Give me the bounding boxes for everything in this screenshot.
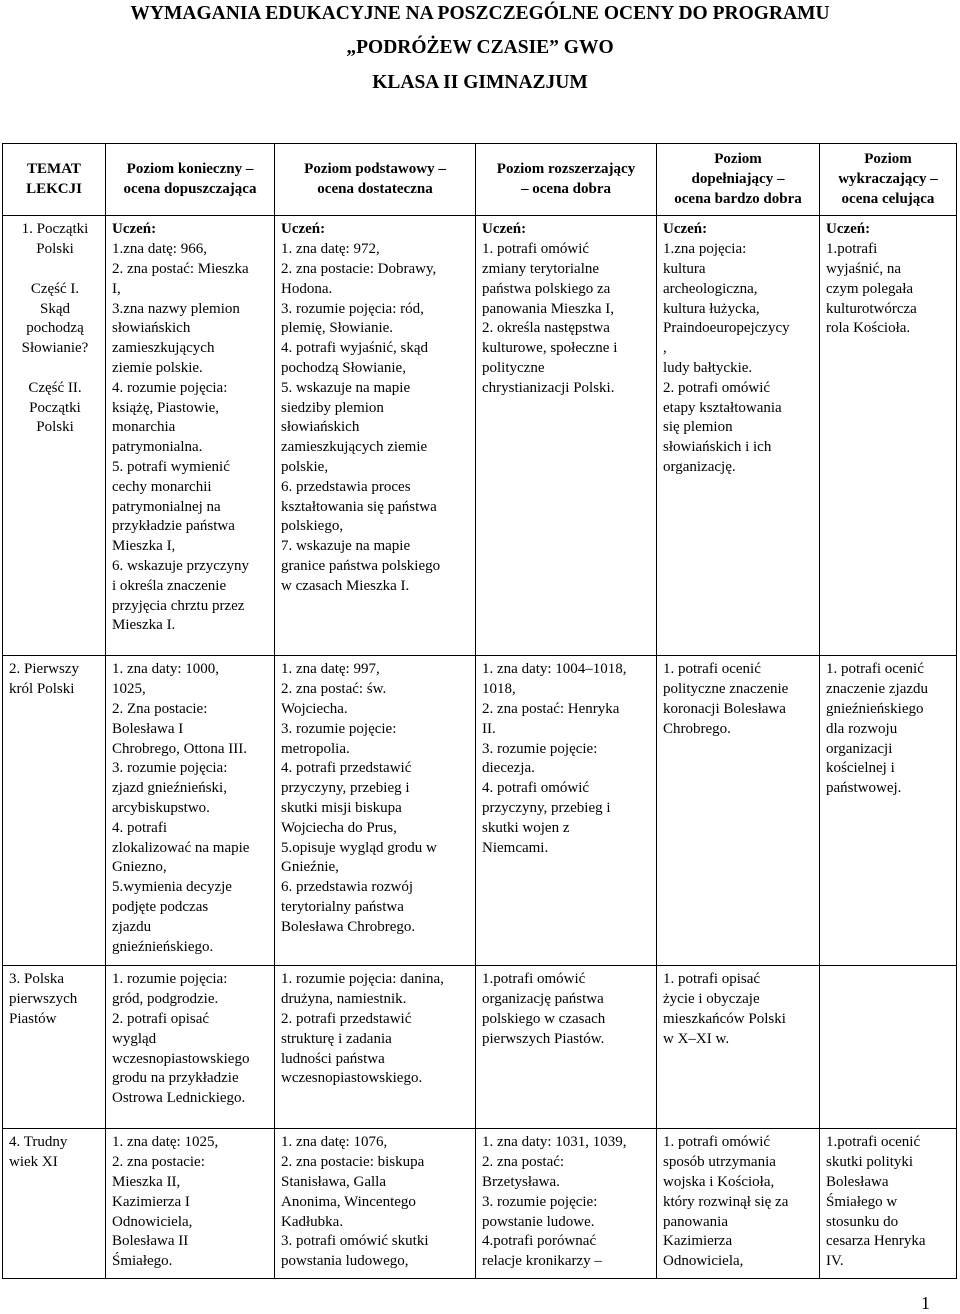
cell-text: granice państwa polskiego: [281, 557, 441, 574]
cell-text: pierwszych Piastów.: [482, 1030, 605, 1047]
cell-text: w czasach Mieszka I.: [281, 577, 410, 594]
cell-text: Piastów: [9, 1010, 57, 1027]
cell-text: Uczeń:: [826, 221, 871, 238]
cell-text: panowania Mieszka I,: [482, 300, 615, 317]
cell-text: Kazimierza I: [112, 1193, 190, 1210]
cell-text: skutki polityki: [826, 1154, 914, 1171]
cell-text: podjęte podczas: [112, 898, 209, 915]
cell-text: Uczeń:: [112, 221, 157, 238]
cell-text: 2. zna postacie:: [112, 1154, 205, 1171]
cell-text: Gniezno,: [112, 859, 167, 876]
cell-text: Anonima, Wincentego: [281, 1193, 416, 1210]
cell-text: 5.wymienia decyzje: [112, 879, 232, 896]
cell-text: sposób utrzymania: [663, 1154, 776, 1171]
topic-cell: [3, 1129, 106, 1279]
cell-text: książę, Piastowie,: [112, 399, 220, 416]
cell-text: 1. zna daty: 1000,: [112, 661, 220, 678]
cell-text: Część II.: [28, 379, 82, 396]
cell-text: Bolesława II: [112, 1233, 189, 1250]
cell-text: relacje kronikarzy –: [482, 1253, 602, 1270]
cell-text: polskiego,: [281, 518, 344, 535]
cell-text: siedziby plemion: [281, 399, 384, 416]
cell-text: Hodona.: [281, 280, 333, 297]
requirement-cell: [106, 656, 275, 966]
header-text: Poziom: [864, 151, 912, 167]
cell-text: koronacji Bolesława: [663, 700, 786, 717]
cell-text: 3. rozumie pojęcie:: [482, 740, 598, 757]
cell-text: patrymonialnej na: [112, 498, 221, 515]
cell-text: grodu na przykładzie: [112, 1070, 239, 1087]
cell-text: wczesnopiastowskiego: [112, 1050, 250, 1067]
cell-text: powstanie ludowe.: [482, 1213, 595, 1230]
cell-text: 4. rozumie pojęcia:: [112, 379, 228, 396]
cell-text: zmiany terytorialne: [482, 260, 600, 277]
cell-text: pochodzą Słowianie,: [281, 359, 406, 376]
cell-text: 1. zna daty: 1004–1018,: [482, 661, 627, 678]
requirement-cell: [275, 216, 476, 656]
cell-text: skutki wojen z: [482, 819, 570, 836]
cell-text: Niemcami.: [482, 839, 549, 856]
cell-text: 1. zna datę: 997,: [281, 661, 380, 678]
cell-text: Stanisława, Galla: [281, 1173, 386, 1190]
cell-text: Bolesława Chrobrego.: [281, 918, 416, 935]
cell-text: organizacji: [826, 740, 893, 757]
cell-text: przyczyny, przebieg i: [482, 799, 611, 816]
cell-text: 2. zna postać:: [482, 1154, 565, 1171]
cell-text: Mieszka I,: [112, 538, 176, 555]
cell-text: wiek XI: [9, 1154, 58, 1171]
requirement-cell: [106, 1129, 275, 1279]
cell-text: 3. rozumie pojęcia: ród,: [281, 300, 424, 317]
header-text: Poziom: [714, 151, 762, 167]
cell-text: ziemie polskie.: [112, 359, 203, 376]
cell-text: 1.potrafi ocenić: [826, 1134, 921, 1151]
cell-text: zamieszkujących ziemie: [281, 439, 428, 456]
cell-text: metropolia.: [281, 740, 350, 757]
header-cell: [106, 144, 275, 216]
cell-text: kościelnej i: [826, 760, 895, 777]
cell-text: plemię, Słowianie.: [281, 320, 394, 337]
cell-text: cechy monarchii: [112, 478, 212, 495]
cell-text: słowiańskich i ich: [663, 439, 772, 456]
cell-text: 4. potrafi: [112, 819, 167, 836]
cell-text: przyczyny, przebieg i: [281, 780, 410, 797]
cell-text: Skąd: [40, 300, 70, 317]
cell-text: 2. zna postać: Henryka: [482, 700, 620, 717]
header-text: ocena bardzo dobra: [674, 190, 802, 207]
cell-text: się plemion: [663, 419, 733, 436]
cell-text: 1. zna datę: 1076,: [281, 1134, 388, 1151]
cell-text: 1. potrafi ocenić: [826, 661, 924, 678]
cell-text: przykładzie państwa: [112, 518, 235, 535]
requirement-cell: [275, 1129, 476, 1279]
cell-text: 7. wskazuje na mapie: [281, 538, 411, 555]
cell-text: 1.zna datę: 966,: [112, 241, 207, 258]
cell-text: 3.zna nazwy plemion: [112, 300, 240, 317]
cell-text: 1.zna pojęcia:: [663, 241, 747, 258]
requirement-cell: [106, 216, 275, 656]
cell-text: 1.potrafi: [826, 241, 878, 258]
requirement-cell: [476, 656, 657, 966]
cell-text: 5. wskazuje na mapie: [281, 379, 411, 396]
cell-text: powstania ludowego,: [281, 1253, 409, 1270]
cell-text: gnieźnieńskiego: [826, 700, 924, 717]
cell-text: Wojciecha do Prus,: [281, 819, 397, 836]
cell-text: 4.potrafi porównać: [482, 1233, 597, 1250]
cell-text: 1. rozumie pojęcia:: [112, 971, 228, 988]
cell-text: Uczeń:: [482, 221, 527, 238]
cell-text: 4. Trudny: [9, 1134, 68, 1151]
cell-text: archeologiczna,: [663, 280, 758, 297]
requirement-cell: [657, 656, 820, 966]
cell-text: ludy bałtyckie.: [663, 359, 753, 376]
header-text: Poziom konieczny –: [126, 160, 254, 177]
header-text: wykraczający –: [838, 170, 938, 187]
cell-text: 1025,: [112, 681, 146, 698]
cell-text: IV.: [826, 1253, 844, 1270]
cell-text: 2. potrafi opisać: [112, 1010, 210, 1027]
cell-text: mieszkańców Polski: [663, 1010, 786, 1027]
header-cell: [820, 144, 957, 216]
cell-text: 5. potrafi wymienić: [112, 458, 230, 475]
header-text: dopełniający –: [691, 170, 785, 187]
cell-text: 1018,: [482, 681, 516, 698]
cell-text: strukturę i zadania: [281, 1030, 392, 1047]
cell-text: gnieźnieńskiego.: [112, 938, 214, 955]
cell-text: słowiańskich: [281, 419, 360, 436]
cell-text: 3. potrafi omówić skutki: [281, 1233, 429, 1250]
cell-text: wczesnopiastowskiego.: [281, 1070, 423, 1087]
cell-text: 6. przedstawia proces: [281, 478, 411, 495]
cell-text: polityczne znaczenie: [663, 681, 789, 698]
cell-text: [826, 970, 952, 990]
cell-text: Uczeń:: [281, 221, 326, 238]
header-cell: [3, 144, 106, 216]
cell-text: kultura: [663, 260, 706, 277]
page-number: 1: [921, 1293, 930, 1313]
cell-text: II.: [482, 720, 496, 737]
cell-text: 1. potrafi omówić: [482, 241, 590, 258]
cell-text: Wojciecha.: [281, 700, 348, 717]
cell-text: Chrobrego, Ottona III.: [112, 740, 247, 757]
cell-text: 1. Początki: [21, 221, 89, 238]
cell-text: Kadłubka.: [281, 1213, 344, 1230]
cell-text: organizację państwa: [482, 991, 604, 1008]
requirement-cell: [275, 656, 476, 966]
cell-text: 1. zna daty: 1031, 1039,: [482, 1134, 627, 1151]
table-row: [3, 216, 957, 656]
cell-text: zlokalizować na mapie: [112, 839, 250, 856]
requirement-cell: [476, 966, 657, 1129]
cell-text: 2. zna postać: św.: [281, 681, 387, 698]
cell-text: życie i obyczaje: [663, 991, 760, 1008]
cell-text: ,: [663, 340, 667, 357]
cell-text: etapy kształtowania: [663, 399, 782, 416]
topic-cell: [3, 656, 106, 966]
cell-text: 2. zna postacie: Dobrawy,: [281, 260, 437, 277]
topic-cell: [3, 216, 106, 656]
cell-text: Polski: [36, 241, 74, 258]
header-cell: [657, 144, 820, 216]
cell-text: Część I.: [30, 280, 80, 297]
table-row: [3, 1129, 957, 1279]
header-text: Poziom rozszerzający: [496, 160, 636, 177]
header-row: [3, 144, 957, 216]
header-text: ocena dostateczna: [317, 180, 433, 197]
cell-text: kulturowe, społeczne i: [482, 340, 618, 357]
cell-text: 1. potrafi opisać: [663, 971, 761, 988]
requirement-cell: [657, 216, 820, 656]
cell-text: Śmiałego.: [112, 1253, 173, 1270]
cell-text: Polski: [36, 419, 74, 436]
topic-cell: [3, 966, 106, 1129]
requirement-cell: [476, 216, 657, 656]
cell-text: wygląd: [112, 1030, 157, 1047]
cell-text: Mieszka II,: [112, 1173, 181, 1190]
cell-text: pierwszych: [9, 991, 78, 1008]
cell-text: polskie,: [281, 458, 329, 475]
cell-text: państwowej.: [826, 780, 902, 797]
cell-text: Śmiałego w: [826, 1193, 898, 1210]
document-title-line-2: „PODRÓŻEW CZASIE” GWO: [346, 37, 614, 58]
cell-text: czym polegała: [826, 280, 914, 297]
requirement-cell: [476, 1129, 657, 1279]
cell-text: 2. Pierwszy: [9, 661, 79, 678]
cell-text: Bolesława I: [112, 720, 184, 737]
cell-text: który rozwinął się za: [663, 1193, 789, 1210]
cell-text: 4. potrafi wyjaśnić, skąd: [281, 340, 429, 357]
cell-text: patrymonialna.: [112, 439, 203, 456]
cell-text: Początki: [29, 399, 81, 416]
cell-text: I,: [112, 280, 121, 297]
cell-text: gród, podgrodzie.: [112, 991, 219, 1008]
header-cell: [476, 144, 657, 216]
cell-text: chrystianizacji Polski.: [482, 379, 615, 396]
requirement-cell: [820, 656, 957, 966]
cell-text: 2. określa następstwa: [482, 320, 610, 337]
requirement-cell: [275, 966, 476, 1129]
cell-text: 1. zna datę: 1025,: [112, 1134, 219, 1151]
cell-text: cesarza Henryka: [826, 1233, 926, 1250]
document-title-line-3: KLASA II GIMNAZJUM: [372, 72, 588, 93]
cell-text: 3. rozumie pojęcia:: [112, 760, 228, 777]
cell-text: zjazd gnieźnieński,: [112, 780, 227, 797]
cell-text: stosunku do: [826, 1213, 899, 1230]
header-text: TEMAT: [27, 160, 81, 177]
cell-text: terytorialny państwa: [281, 898, 404, 915]
header-text: ocena dopuszczająca: [123, 180, 257, 197]
cell-text: 5.opisuje wygląd grodu w: [281, 839, 437, 856]
cell-text: 2. potrafi omówić: [663, 379, 771, 396]
cell-text: [9, 359, 101, 379]
cell-text: 1. zna datę: 972,: [281, 241, 380, 258]
cell-text: 3. rozumie pojęcie:: [281, 720, 397, 737]
cell-text: drużyna, namiestnik.: [281, 991, 407, 1008]
cell-text: dla rozwoju: [826, 720, 898, 737]
cell-text: pochodzą: [26, 320, 84, 337]
cell-text: 2. zna postacie: biskupa: [281, 1154, 425, 1171]
cell-text: 6. wskazuje przyczyny: [112, 557, 250, 574]
cell-text: 3. rozumie pojęcie:: [482, 1193, 598, 1210]
header-text: – ocena dobra: [521, 180, 611, 197]
cell-text: znaczenie zjazdu: [826, 681, 929, 698]
header-cell: [275, 144, 476, 216]
cell-text: monarchia: [112, 419, 176, 436]
requirement-cell: [106, 966, 275, 1129]
requirements-table: [2, 143, 957, 1279]
cell-text: arcybiskupstwo.: [112, 799, 210, 816]
document-title-line-1: WYMAGANIA EDUKACYJNE NA POSZCZEGÓLNE OCENY DO PROGRAMU: [130, 3, 830, 24]
cell-text: Chrobrego.: [663, 720, 731, 737]
cell-text: panowania: [663, 1213, 728, 1230]
cell-text: 1. rozumie pojęcia: danina,: [281, 971, 444, 988]
cell-text: 1.potrafi omówić: [482, 971, 586, 988]
cell-text: Bolesława: [826, 1173, 889, 1190]
cell-text: przyjęcia chrztu przez: [112, 597, 245, 614]
table-row: [3, 966, 957, 1129]
cell-text: państwa polskiego za: [482, 280, 611, 297]
cell-text: słowiańskich: [112, 320, 191, 337]
cell-text: 1. potrafi ocenić: [663, 661, 761, 678]
cell-text: król Polski: [9, 681, 75, 698]
requirement-cell: [657, 1129, 820, 1279]
cell-text: zjazdu: [112, 918, 152, 935]
cell-text: rola Kościoła.: [826, 320, 911, 337]
cell-text: polityczne: [482, 359, 545, 376]
requirement-cell: [820, 966, 957, 1129]
cell-text: 2. Zna postacie:: [112, 700, 208, 717]
cell-text: i określa znaczenie: [112, 577, 227, 594]
cell-text: 4. potrafi przedstawić: [281, 760, 412, 777]
header-text: ocena celująca: [841, 190, 935, 207]
cell-text: kultura łużycka,: [663, 300, 760, 317]
cell-text: ludności państwa: [281, 1050, 385, 1067]
cell-text: [9, 260, 101, 280]
cell-text: w X–XI w.: [663, 1030, 730, 1047]
cell-text: wojska i Kościoła,: [663, 1173, 775, 1190]
requirement-cell: [820, 216, 957, 656]
cell-text: 2. potrafi przedstawić: [281, 1010, 412, 1027]
cell-text: organizację.: [663, 458, 736, 475]
cell-text: Odnowiciela,: [112, 1213, 193, 1230]
cell-text: 6. przedstawia rozwój: [281, 879, 414, 896]
cell-text: Praindoeuropejczycy: [663, 320, 790, 337]
requirement-cell: [657, 966, 820, 1129]
cell-text: kształtowania się państwa: [281, 498, 437, 515]
requirement-cell: [820, 1129, 957, 1279]
cell-text: 1. potrafi omówić: [663, 1134, 771, 1151]
cell-text: diecezja.: [482, 760, 535, 777]
header-text: Poziom podstawowy –: [304, 160, 446, 177]
cell-text: Mieszka I.: [112, 617, 176, 634]
cell-text: Uczeń:: [663, 221, 708, 238]
cell-text: Słowianie?: [21, 340, 89, 357]
cell-text: Brzetysława.: [482, 1173, 560, 1190]
cell-text: Kazimierza: [663, 1233, 733, 1250]
cell-text: kulturotwórcza: [826, 300, 917, 317]
table-row: [3, 656, 957, 966]
cell-text: polskiego w czasach: [482, 1010, 606, 1027]
cell-text: skutki misji biskupa: [281, 799, 402, 816]
cell-text: zamieszkujących: [112, 340, 215, 357]
cell-text: Ostrowa Lednickiego.: [112, 1090, 246, 1107]
cell-text: wyjaśnić, na: [826, 260, 901, 277]
cell-text: Gnieźnie,: [281, 859, 339, 876]
cell-text: 2. zna postać: Mieszka: [112, 260, 249, 277]
header-text: LEKCJI: [26, 180, 82, 197]
cell-text: Odnowiciela,: [663, 1253, 744, 1270]
cell-text: 4. potrafi omówić: [482, 780, 590, 797]
cell-text: 3. Polska: [9, 971, 65, 988]
